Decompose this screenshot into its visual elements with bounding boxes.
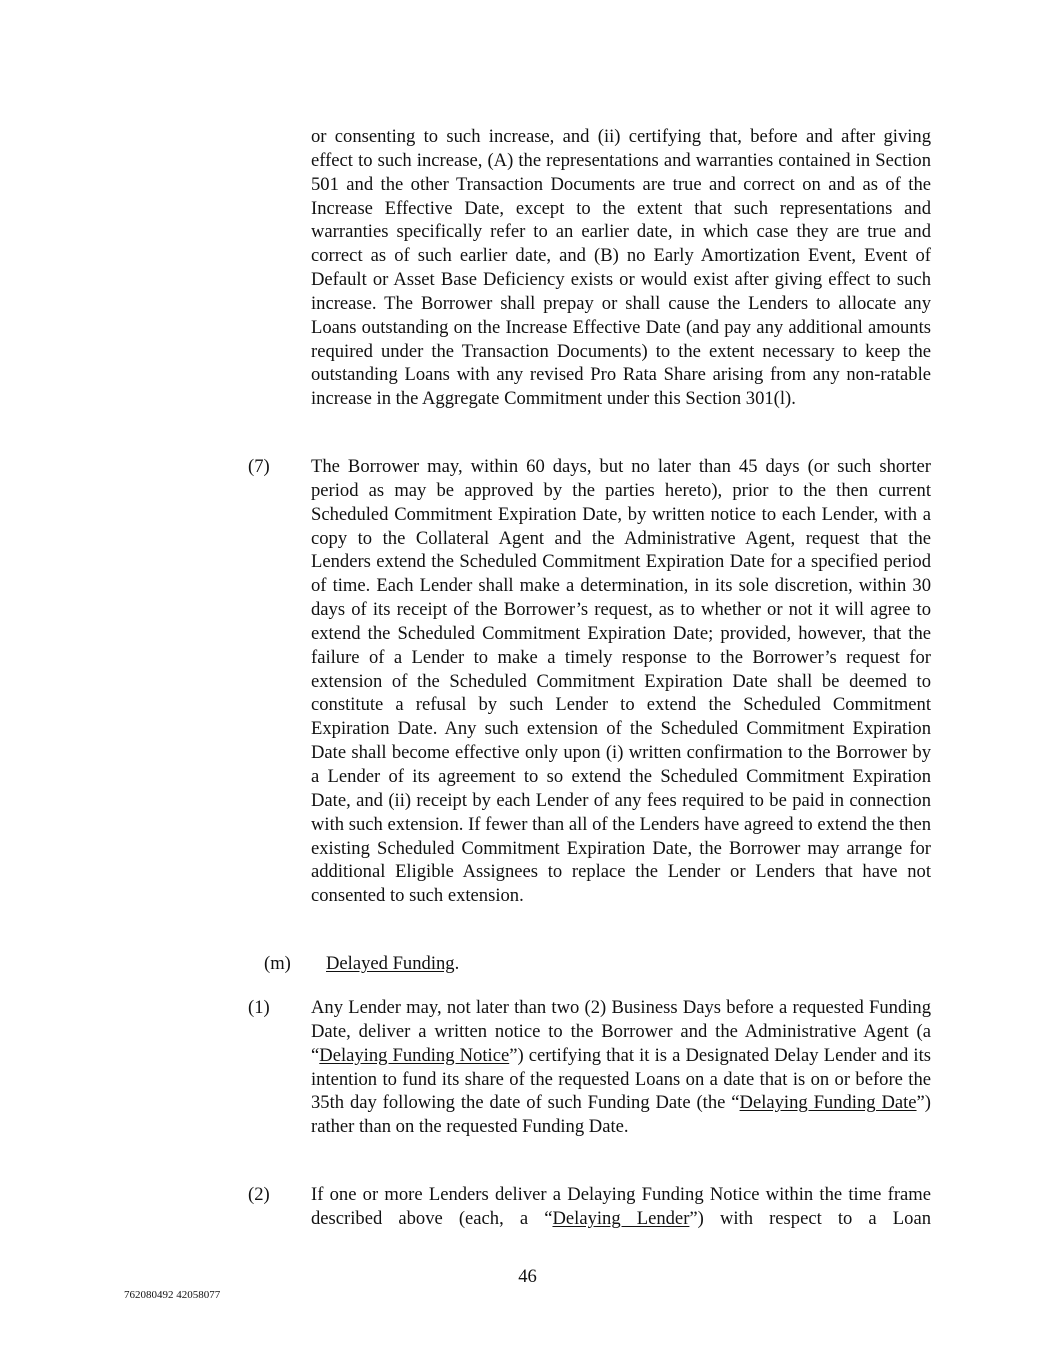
item-7-paragraph: The Borrower may, within 60 days, but no later than 45 days (or such shorter period as may be approved by the parties hereto), prior to the then current Scheduled Commitment Expiration Date, by written notice to each Lender, with a copy to the Collateral Agent and the Administrative Agent, request that the Lenders extend the Scheduled Commitment Expiration Date for a specified period of time. Each Lender shall make a determination, in its sole discretion, within 30 days of its receipt of the Borrower’s request, as to whether or not it will agree to extend the Scheduled Commitment Expiration Date; provided, however, that the failure of a Lender to make a timely response to the Borrower’s request for extension of the Scheduled Commitment Expiration Date shall be deemed to constitute a refusal by such Lender to extend the Scheduled Commitment Expiration Date. Any such extension of the Scheduled Commitment Expiration Date shall become effective only upon (i) written confirmation to the Borrower by a Lender of its agreement to so extend the Scheduled Commitment Expiration Date, and (ii) receipt by each Lender of any fees required to be paid in connection with such extension. If fewer than all of the Lenders have agreed to extend the then existing Scheduled Commitment Expiration Date, the Borrower may arrange for additional Eligible Assignees to replace the Lender or Lenders that have not consented to such extension.: [311, 456, 931, 907]
continuation-paragraph: or consenting to such increase, and (ii) certifying that, before and after giving effect to such increase, (A) the representations and warranties contained in Section 501 and the other Transaction Documents are true and correct on and as of the Increase Effective Date, except to the extent that such representations and warranties specifically refer to an earlier date, in which case they are true and correct as of such earlier date, and (B) no Early Amortization Event, Event of Default or Asset Base Deficiency exists or would exist after giving effect to such increase. The Borrower shall prepay or shall cause the Lenders to allocate any Loans outstanding on the Increase Effective Date (and pay any additional amounts required under the Transaction Documents) to the extent necessary to keep the outstanding Loans with any revised Pro Rata Share arising from any non-ratable increase in the Aggregate Commitment under this Section 301(l).: [311, 126, 931, 410]
section-m-title: Delayed Funding: [326, 953, 455, 974]
item-1-text-c: ”) rather than on the requested Funding Date.: [311, 1092, 931, 1138]
item-2-text-b: ”) with respect to a Loan: [689, 1207, 931, 1229]
section-m-punct: .: [454, 953, 460, 974]
item-7-number: (7): [248, 456, 270, 477]
item-2-number: (2): [248, 1184, 270, 1205]
item-1-number: (1): [248, 997, 270, 1018]
item-1-text-b: ”) certifying that it is a Designated Delay Lender and its intention to fund its share of the requested Loans on a date that is on or before the 35th day following the date of such Funding Date (the “: [311, 1044, 931, 1114]
item-1-text-a: Any Lender may, not later than two (2) Business Days before a requested Funding Date, deliver a written notice to the Borrower and the Administrative Agent (a “: [311, 997, 931, 1066]
item-1-paragraph: [311, 996, 931, 1139]
defined-term-delaying-funding-notice: Delaying Funding Notice: [319, 1044, 510, 1066]
document-id: 762080492 42058077: [124, 1289, 221, 1301]
defined-term-delaying-lender: Delaying Lender: [552, 1207, 690, 1229]
section-m-heading: [326, 952, 459, 976]
item-2-paragraph: [311, 1183, 931, 1231]
page-number: 46: [518, 1266, 537, 1287]
defined-term-delaying-funding-date: Delaying Funding Date: [739, 1092, 917, 1114]
item-2-text-a: If one or more Lenders deliver a Delaying Funding Notice within the time frame described above (each, a “: [311, 1184, 931, 1229]
section-m-number: (m): [264, 953, 291, 974]
